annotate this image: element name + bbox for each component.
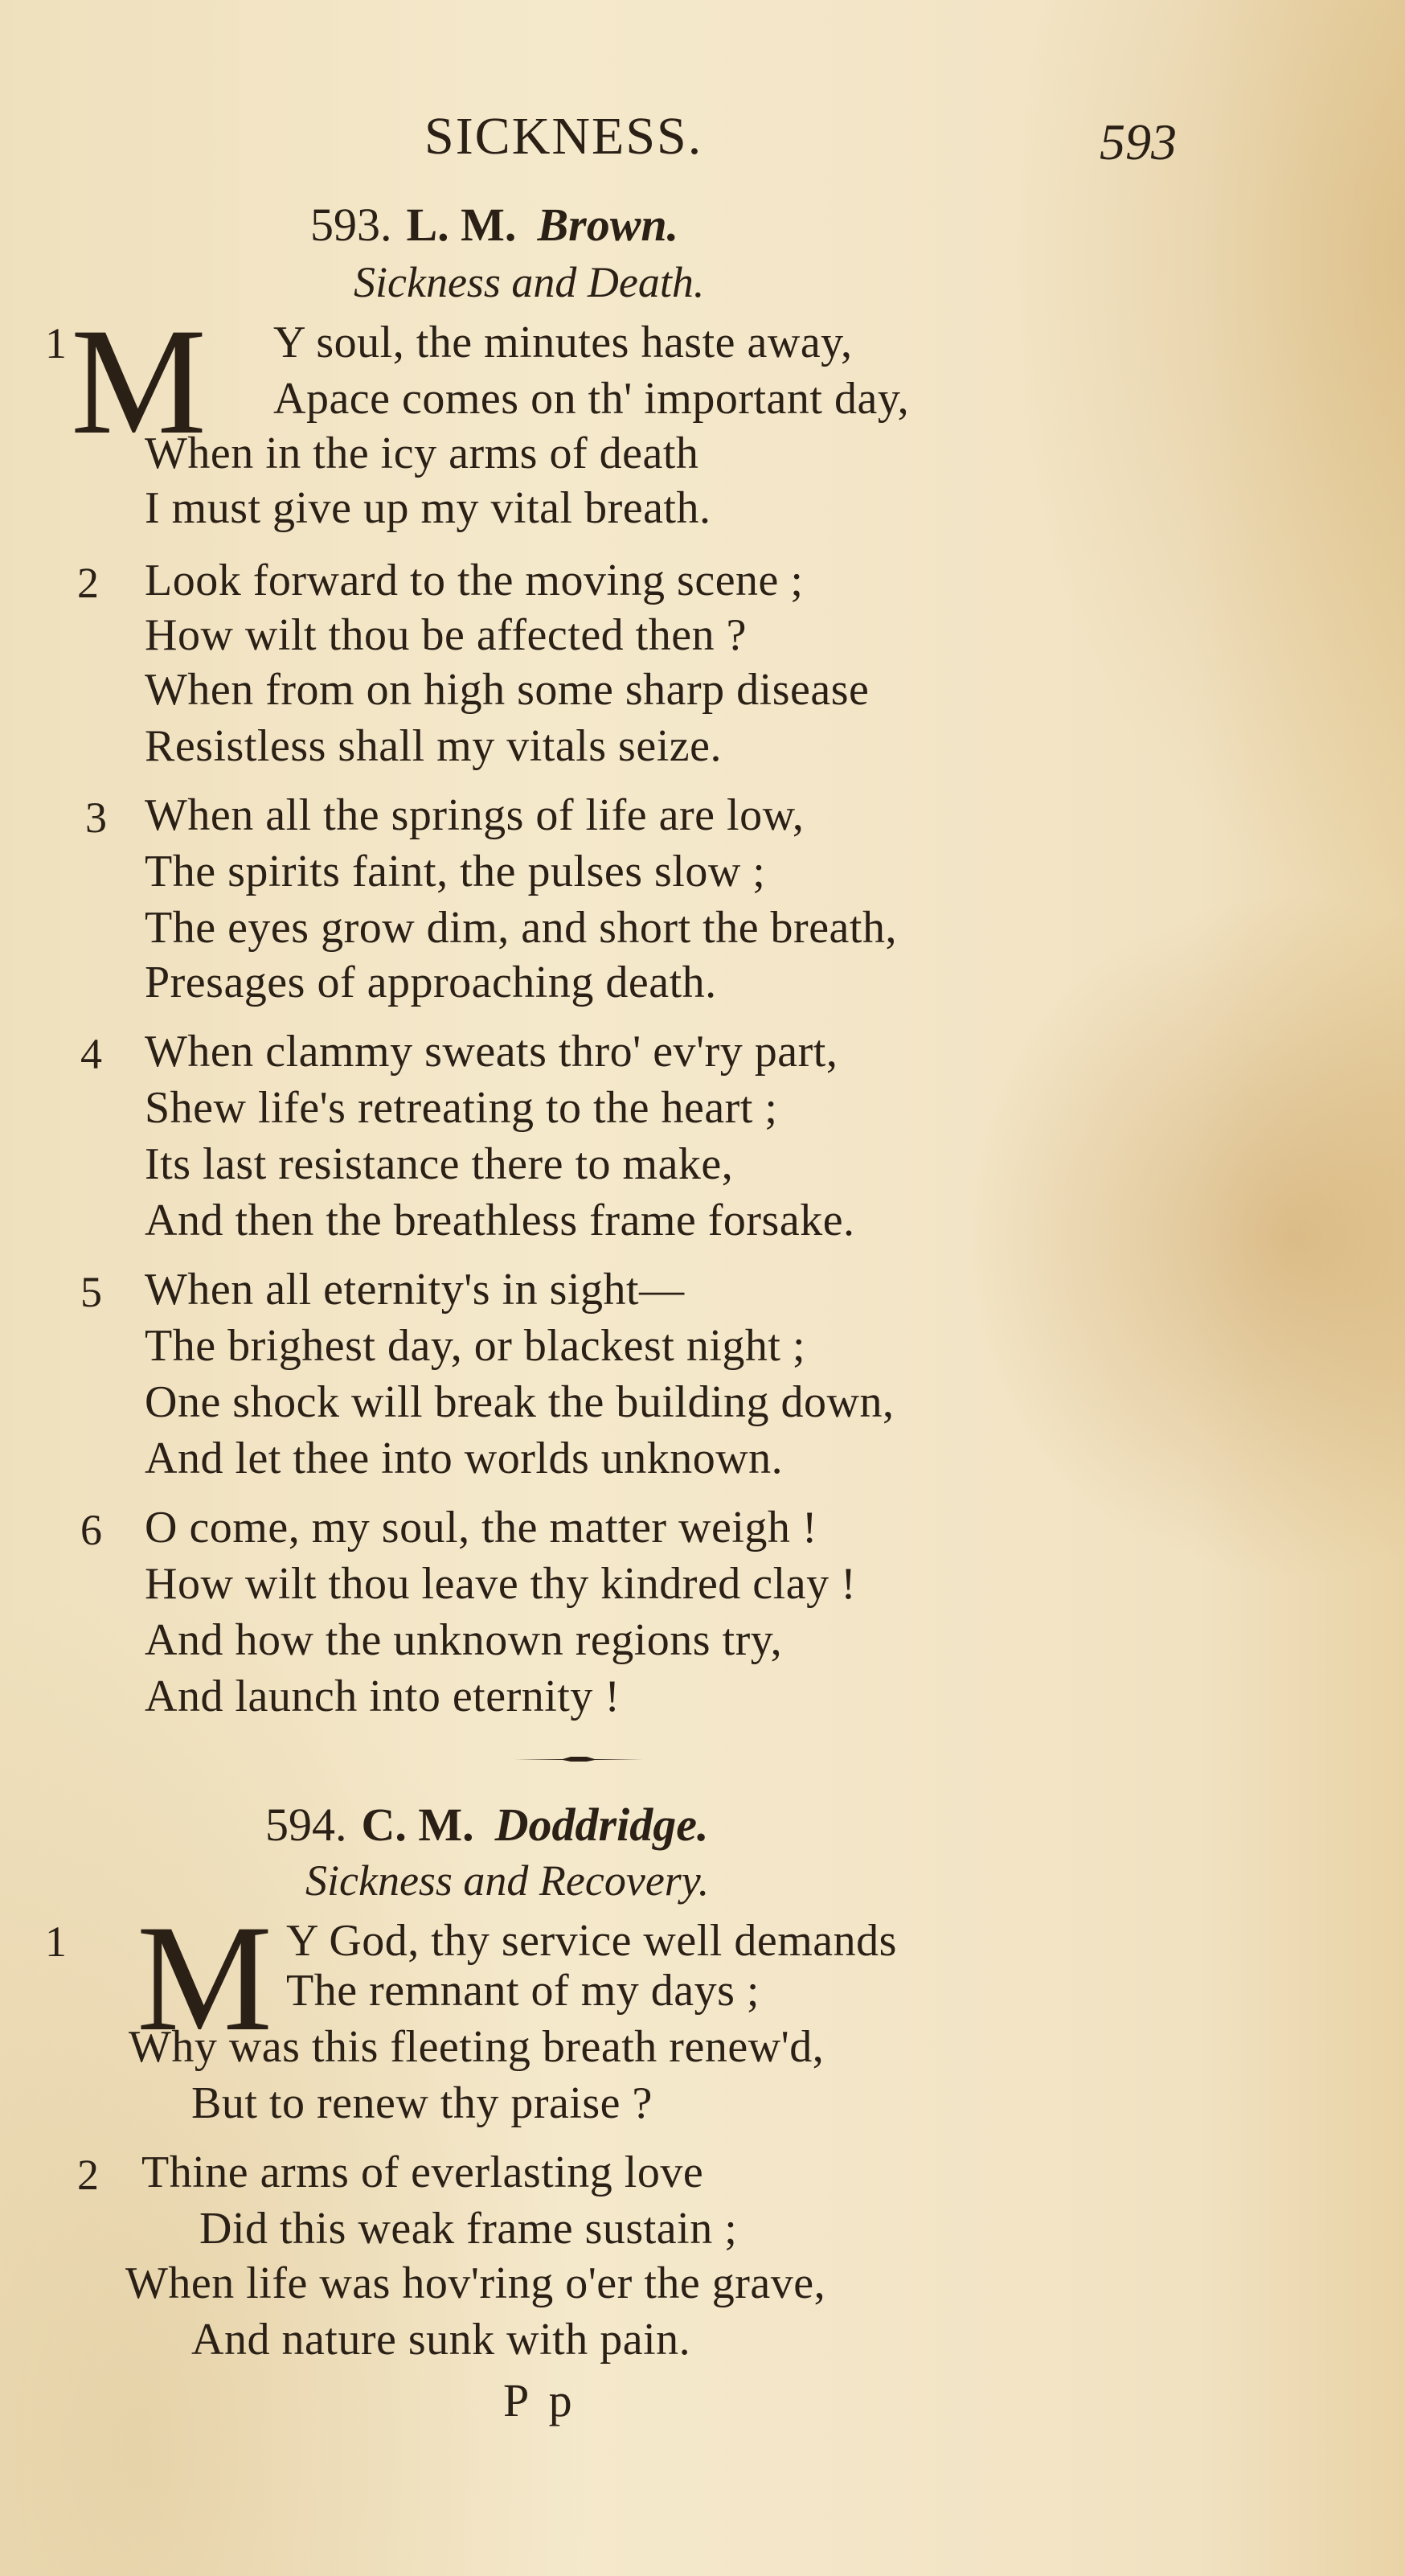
verse-line: O come, my soul, the matter weigh !	[145, 1503, 818, 1553]
verse-number: 3	[85, 794, 107, 842]
drop-capital: M	[71, 297, 207, 466]
signature-mark: P p	[503, 2374, 577, 2426]
verse-line: Presages of approaching death.	[145, 958, 717, 1007]
verse-line: How wilt thou leave thy kindred clay !	[145, 1559, 857, 1609]
verse-number: 2	[77, 559, 99, 607]
verse-line: Thine arms of everlasting love	[141, 2147, 704, 2197]
verse-line: Its last resistance there to make,	[145, 1139, 734, 1189]
section-divider	[514, 1756, 643, 1762]
verse-line: Why was this fleeting breath renew'd,	[129, 2022, 825, 2072]
verse-line: Y soul, the minutes haste away,	[273, 318, 853, 367]
verse-line: One shock will break the building down,	[145, 1377, 895, 1427]
verse-line: Apace comes on th' important day,	[273, 374, 910, 424]
hymn-author: Brown.	[537, 199, 679, 251]
verse-number: 5	[80, 1268, 102, 1316]
hymn-meter: C. M.	[361, 1799, 474, 1851]
hymn-number: 593.	[310, 199, 392, 251]
drop-capital: M	[137, 1894, 272, 2063]
verse-line: Look forward to the moving scene ;	[145, 556, 804, 605]
hymn-593-subtitle: Sickness and Death.	[354, 258, 705, 306]
verse-number: 2	[77, 2151, 99, 2199]
hymn-number: 594.	[265, 1799, 347, 1851]
verse-line: Did this weak frame sustain ;	[199, 2204, 738, 2254]
verse-line: The remnant of my days ;	[286, 1966, 760, 2016]
running-header-title: SICKNESS.	[424, 107, 703, 166]
verse-line: And then the breathless frame forsake.	[145, 1196, 855, 1245]
verse-number: 4	[80, 1030, 102, 1078]
verse-number: 1	[45, 319, 67, 367]
verse-line: And nature sunk with pain.	[191, 2315, 691, 2365]
verse-line: And launch into eternity !	[145, 1672, 621, 1721]
verse-line: Resistless shall my vitals seize.	[145, 721, 722, 771]
verse-line: But to renew thy praise ?	[191, 2078, 653, 2128]
hymn-594-heading	[265, 1798, 708, 1852]
hymn-author: Doddridge.	[494, 1799, 709, 1851]
verse-line: When all the springs of life are low,	[145, 790, 805, 840]
verse-line: The eyes grow dim, and short the breath,	[145, 903, 897, 953]
verse-line: And let thee into worlds unknown.	[145, 1434, 784, 1483]
hymn-593-heading	[310, 198, 678, 252]
verse-line: Shew life's retreating to the heart ;	[145, 1083, 778, 1133]
verse-line: When from on high some sharp disease	[145, 665, 870, 715]
verse-number: 1	[45, 1918, 67, 1966]
verse-line: The spirits faint, the pulses slow ;	[145, 847, 766, 896]
hymn-meter: L. M.	[406, 199, 517, 251]
verse-line: And how the unknown regions try,	[145, 1615, 783, 1665]
verse-line: How wilt thou be affected then ?	[145, 610, 747, 660]
verse-line: When all eternity's in sight—	[145, 1265, 685, 1315]
verse-line: The brighest day, or blackest night ;	[145, 1321, 805, 1371]
hymn-594-subtitle: Sickness and Recovery.	[305, 1856, 710, 1905]
verse-number: 6	[80, 1506, 102, 1554]
verse-line: I must give up my vital breath.	[145, 483, 711, 533]
verse-line: Y God, thy service well demands	[286, 1916, 897, 1966]
verse-line: When life was hov'ring o'er the grave,	[125, 2258, 826, 2308]
verse-line: When in the icy arms of death	[145, 429, 699, 478]
page-number: 593	[1100, 113, 1177, 170]
verse-line: When clammy sweats thro' ev'ry part,	[145, 1027, 838, 1077]
